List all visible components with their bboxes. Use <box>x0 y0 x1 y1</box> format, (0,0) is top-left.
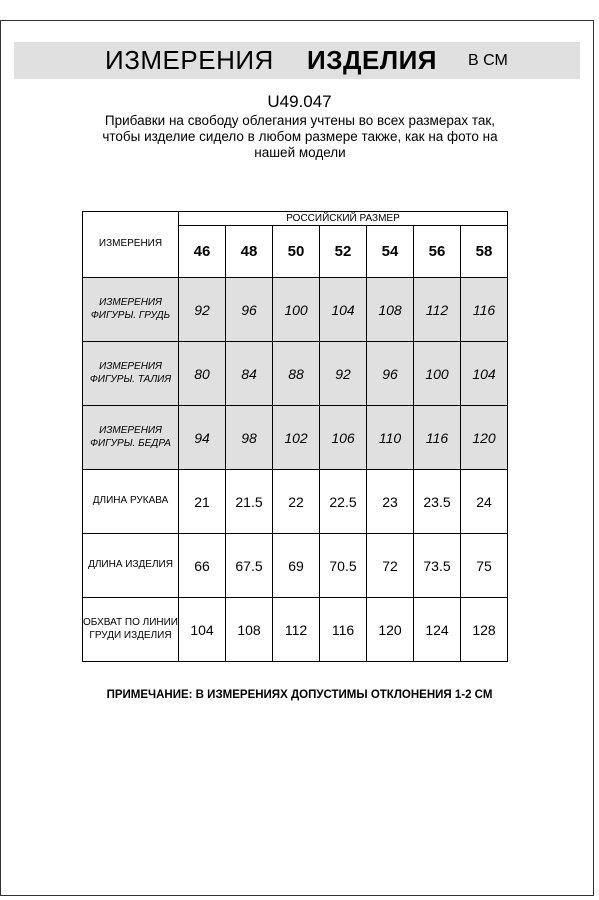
value-cell: 22 <box>273 470 320 534</box>
table-row <box>83 278 508 342</box>
corner-label: ИЗМЕРЕНИЯ <box>83 212 179 278</box>
value-cell: 72 <box>367 534 414 598</box>
article-code: U49.047 <box>267 92 332 111</box>
value-cell: 96 <box>367 342 414 406</box>
value-cell: 92 <box>320 342 367 406</box>
size-cell: 46 <box>179 226 226 278</box>
value-cell: 84 <box>226 342 273 406</box>
value-cell: 92 <box>179 278 226 342</box>
value-cell: 96 <box>226 278 273 342</box>
value-cell: 98 <box>226 406 273 470</box>
value-cell: 69 <box>273 534 320 598</box>
value-cell: 106 <box>320 406 367 470</box>
value-cell: 80 <box>179 342 226 406</box>
value-cell: 21 <box>179 470 226 534</box>
value-cell: 75 <box>461 534 508 598</box>
title-word-garment: ИЗДЕЛИЯ <box>307 45 437 75</box>
table-row <box>83 342 508 406</box>
row-label: ИЗМЕРЕНИЯ ФИГУРЫ. БЕДРА <box>83 406 179 470</box>
value-cell: 112 <box>273 598 320 662</box>
value-cell: 128 <box>461 598 508 662</box>
size-caption: РОССИЙСКИЙ РАЗМЕР <box>179 212 508 226</box>
value-cell: 23 <box>367 470 414 534</box>
value-cell: 116 <box>414 406 461 470</box>
value-cell: 88 <box>273 342 320 406</box>
value-cell: 70.5 <box>320 534 367 598</box>
value-cell: 120 <box>461 406 508 470</box>
value-cell: 21.5 <box>226 470 273 534</box>
value-cell: 100 <box>414 342 461 406</box>
title-word-measurements: ИЗМЕРЕНИЯ <box>105 45 274 75</box>
size-cell: 56 <box>414 226 461 278</box>
row-label: ДЛИНА ИЗДЕЛИЯ <box>83 534 179 598</box>
value-cell: 120 <box>367 598 414 662</box>
row-label: ИЗМЕРЕНИЯ ФИГУРЫ. ГРУДЬ <box>83 278 179 342</box>
size-cell: 54 <box>367 226 414 278</box>
size-cell: 48 <box>226 226 273 278</box>
value-cell: 24 <box>461 470 508 534</box>
row-label: ИЗМЕРЕНИЯ ФИГУРЫ. ТАЛИЯ <box>83 342 179 406</box>
value-cell: 116 <box>320 598 367 662</box>
row-label: ДЛИНА РУКАВА <box>83 470 179 534</box>
value-cell: 108 <box>367 278 414 342</box>
value-cell: 66 <box>179 534 226 598</box>
value-cell: 110 <box>367 406 414 470</box>
value-cell: 112 <box>414 278 461 342</box>
table-row <box>83 598 508 662</box>
value-cell: 104 <box>179 598 226 662</box>
value-cell: 102 <box>273 406 320 470</box>
size-cell: 50 <box>273 226 320 278</box>
row-label: ОБХВАТ ПО ЛИНИИ ГРУДИ ИЗДЕЛИЯ <box>83 598 179 662</box>
value-cell: 22.5 <box>320 470 367 534</box>
table-row <box>83 470 508 534</box>
value-cell: 23.5 <box>414 470 461 534</box>
size-cell: 52 <box>320 226 367 278</box>
value-cell: 116 <box>461 278 508 342</box>
table-row <box>83 534 508 598</box>
value-cell: 104 <box>320 278 367 342</box>
value-cell: 94 <box>179 406 226 470</box>
table-row <box>83 406 508 470</box>
title-unit: В СМ <box>468 52 508 69</box>
value-cell: 108 <box>226 598 273 662</box>
value-cell: 124 <box>414 598 461 662</box>
footnote: ПРИМЕЧАНИЕ: В ИЗМЕРЕНИЯХ ДОПУСТИМЫ ОТКЛОНЕНИЯ 1-2 СМ <box>106 689 493 701</box>
value-cell: 73.5 <box>414 534 461 598</box>
title-banner <box>14 42 580 79</box>
value-cell: 104 <box>461 342 508 406</box>
value-cell: 100 <box>273 278 320 342</box>
size-table <box>82 211 508 662</box>
value-cell: 67.5 <box>226 534 273 598</box>
intro-text: Прибавки на свободу облегания учтены во всех размерах так, чтобы изделие сидело в любом размере также, как на фото на нашей модели <box>102 113 498 160</box>
size-cell: 58 <box>461 226 508 278</box>
